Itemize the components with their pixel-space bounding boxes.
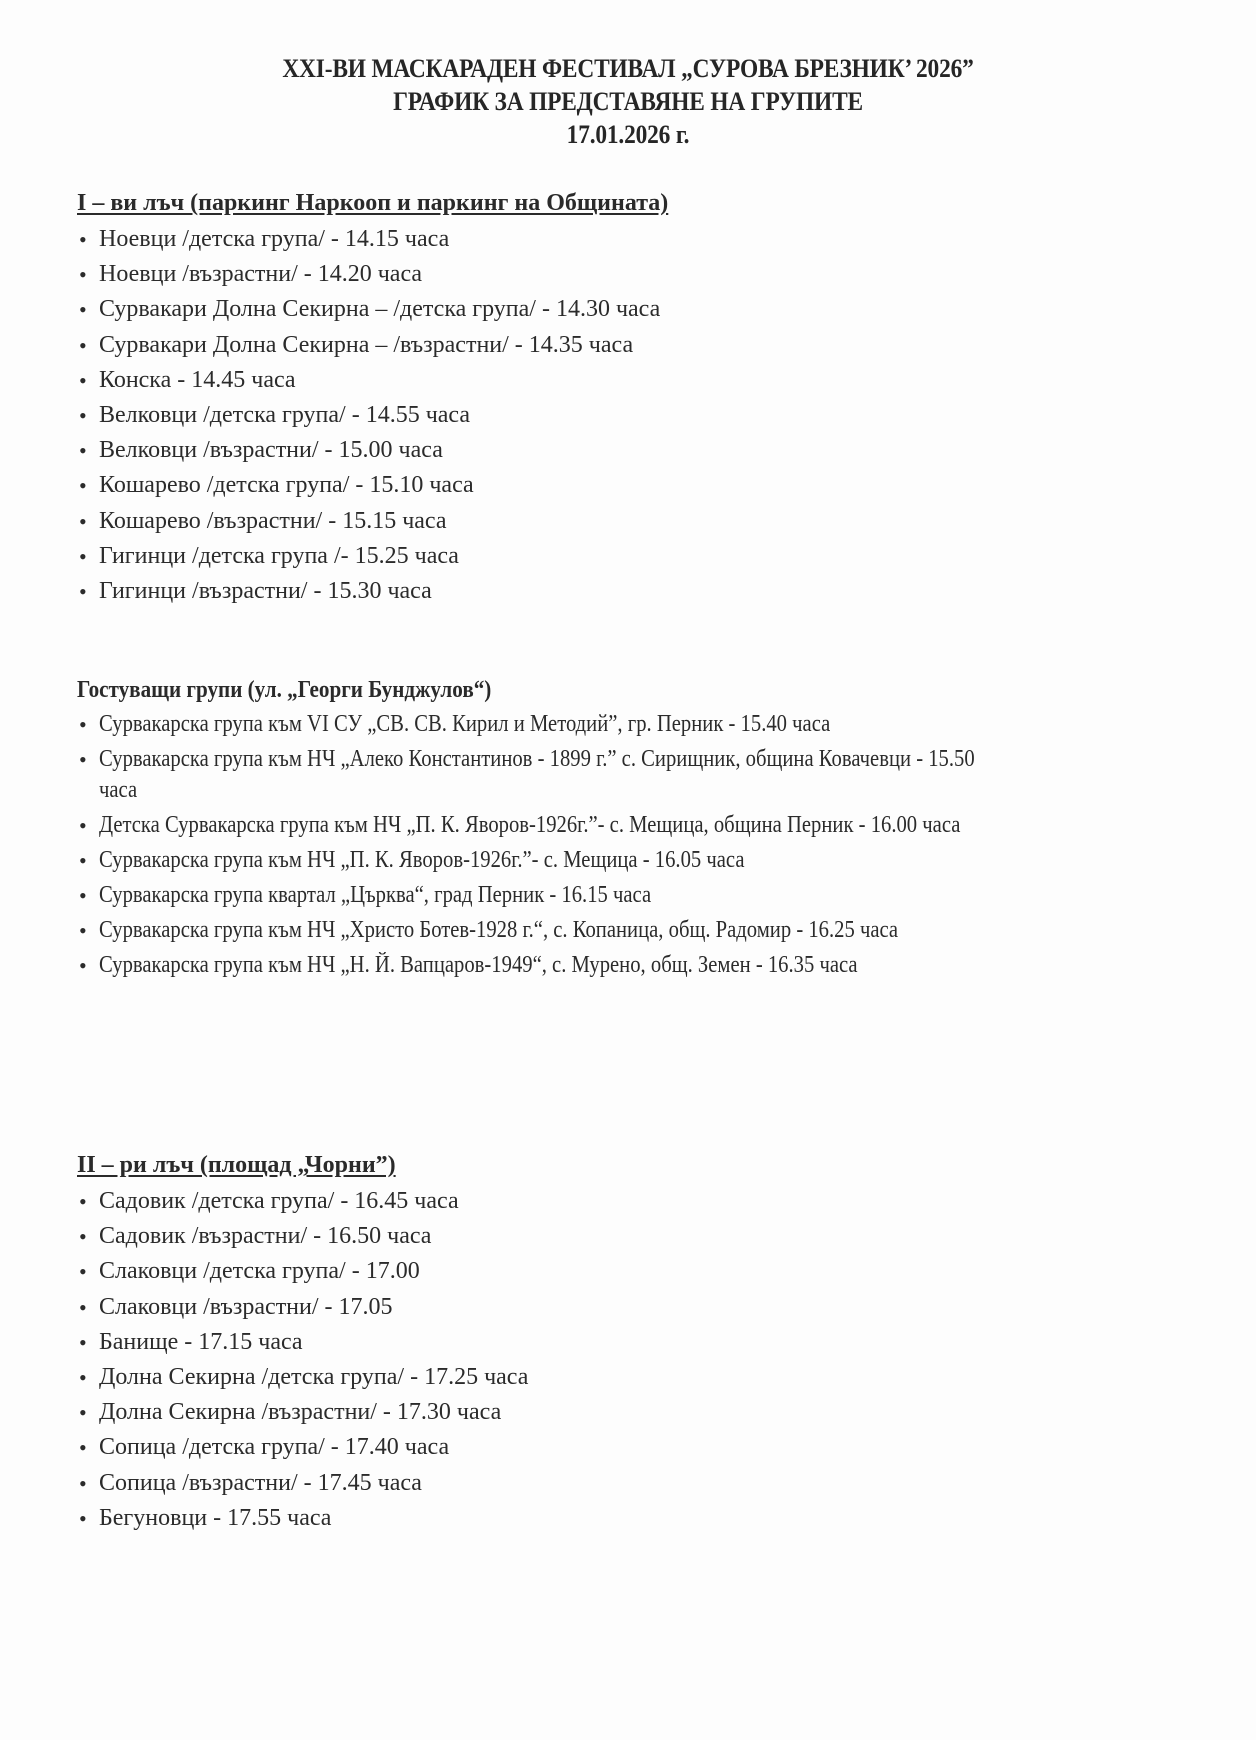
list-item: • Кошарево /детска група/ - 15.10 часа <box>77 468 1157 503</box>
list-item-text: • Сурвакарска група към НЧ „Н. Й. Вапцаров-1949“, с. Мурено, общ. Земен - 16.35 часа <box>99 952 858 978</box>
list-item: • Кошарево /възрастни/ - 15.15 часа <box>77 504 1157 539</box>
list-item: • Долна Секирна /детска група/ - 17.25 часа <box>77 1360 1157 1395</box>
list-item <box>77 810 1157 841</box>
list-item: • Слаковци /детска група/ - 17.00 <box>77 1254 1157 1289</box>
list-item <box>77 744 1157 806</box>
list-item: • Слаковци /възрастни/ - 17.05 <box>77 1290 1157 1325</box>
group-list <box>77 709 1157 981</box>
list-item: • Ноевци /детска група/ - 14.15 часа <box>77 222 1157 257</box>
list-item-text: • Сурвакарска група към VI СУ „СВ. СВ. Кирил и Методий”, гр. Перник - 15.40 часа <box>99 711 831 737</box>
list-item <box>77 845 1157 876</box>
list-item <box>77 880 1157 911</box>
schedule-subtitle: ГРАФИК ЗА ПРЕДСТАВЯНЕ НА ГРУПИТЕ <box>393 87 863 116</box>
list-item: • Сурвакари Долна Секирна – /детска група/ - 14.30 часа <box>77 292 1157 327</box>
list-item: • Бегуновци - 17.55 часа <box>77 1501 1157 1536</box>
list-item: • Долна Секирна /възрастни/ - 17.30 часа <box>77 1395 1157 1430</box>
group-list <box>77 222 1157 609</box>
document-title <box>0 52 1256 151</box>
list-item <box>77 709 1157 740</box>
list-item <box>77 915 1157 946</box>
list-item: • Гигинци /детска група /- 15.25 часа <box>77 539 1157 574</box>
list-item: • Ноевци /възрастни/ - 14.20 часа <box>77 257 1157 292</box>
list-item: • Гигинци /възрастни/ - 15.30 часа <box>77 574 1157 609</box>
section-heading: I – ви лъч (паркинг Наркооп и паркинг на Общината) <box>77 190 669 216</box>
list-item: • Сурвакари Долна Секирна – /възрастни/ - 14.35 часа <box>77 328 1157 363</box>
list-item: • Банище - 17.15 часа <box>77 1325 1157 1360</box>
list-item-text: • Сурвакарска група квартал „Църква“, град Перник - 16.15 часа <box>99 882 652 908</box>
list-item-text: • Сурвакарска група към НЧ „П. К. Яворов-1926г.”- с. Мещица - 16.05 часа <box>99 847 745 873</box>
list-item: • Велковци /детска група/ - 14.55 часа <box>77 398 1157 433</box>
list-item: • Конска - 14.45 часа <box>77 363 1157 398</box>
list-item <box>77 950 1157 981</box>
event-date: 17.01.2026 г. <box>566 120 690 149</box>
section-first-ray <box>77 188 1157 609</box>
festival-title: XXI-ВИ МАСКАРАДЕН ФЕСТИВАЛ „СУРОВА БРЕЗНИК’ 2026” <box>282 54 974 83</box>
list-item: • Сопица /възрастни/ - 17.45 часа <box>77 1466 1157 1501</box>
section-heading: Гостуващи групи (ул. „Георги Бунджулов“) <box>77 677 492 703</box>
group-list <box>77 1184 1157 1536</box>
list-item-text: • Сурвакарска група към НЧ „Алеко Константинов - 1899 г.” с. Сирищник, община Ковачевци - 15.50 часа <box>99 746 975 803</box>
section-second-ray <box>77 1150 1157 1536</box>
section-guest-groups <box>77 675 1157 985</box>
list-item: • Садовик /детска група/ - 16.45 часа <box>77 1184 1157 1219</box>
list-item: • Садовик /възрастни/ - 16.50 часа <box>77 1219 1157 1254</box>
list-item-text: • Сурвакарска група към НЧ „Христо Ботев-1928 г.“, с. Копаница, общ. Радомир - 16.25 часа <box>99 917 899 943</box>
section-heading: II – ри лъч (площад „Чорни”) <box>77 1152 396 1178</box>
list-item: • Велковци /възрастни/ - 15.00 часа <box>77 433 1157 468</box>
list-item: • Сопица /детска група/ - 17.40 часа <box>77 1430 1157 1465</box>
list-item-text: • Детска Сурвакарска група към НЧ „П. К. Яворов-1926г.”- с. Мещица, община Перник - 16.00 часа <box>99 812 961 838</box>
